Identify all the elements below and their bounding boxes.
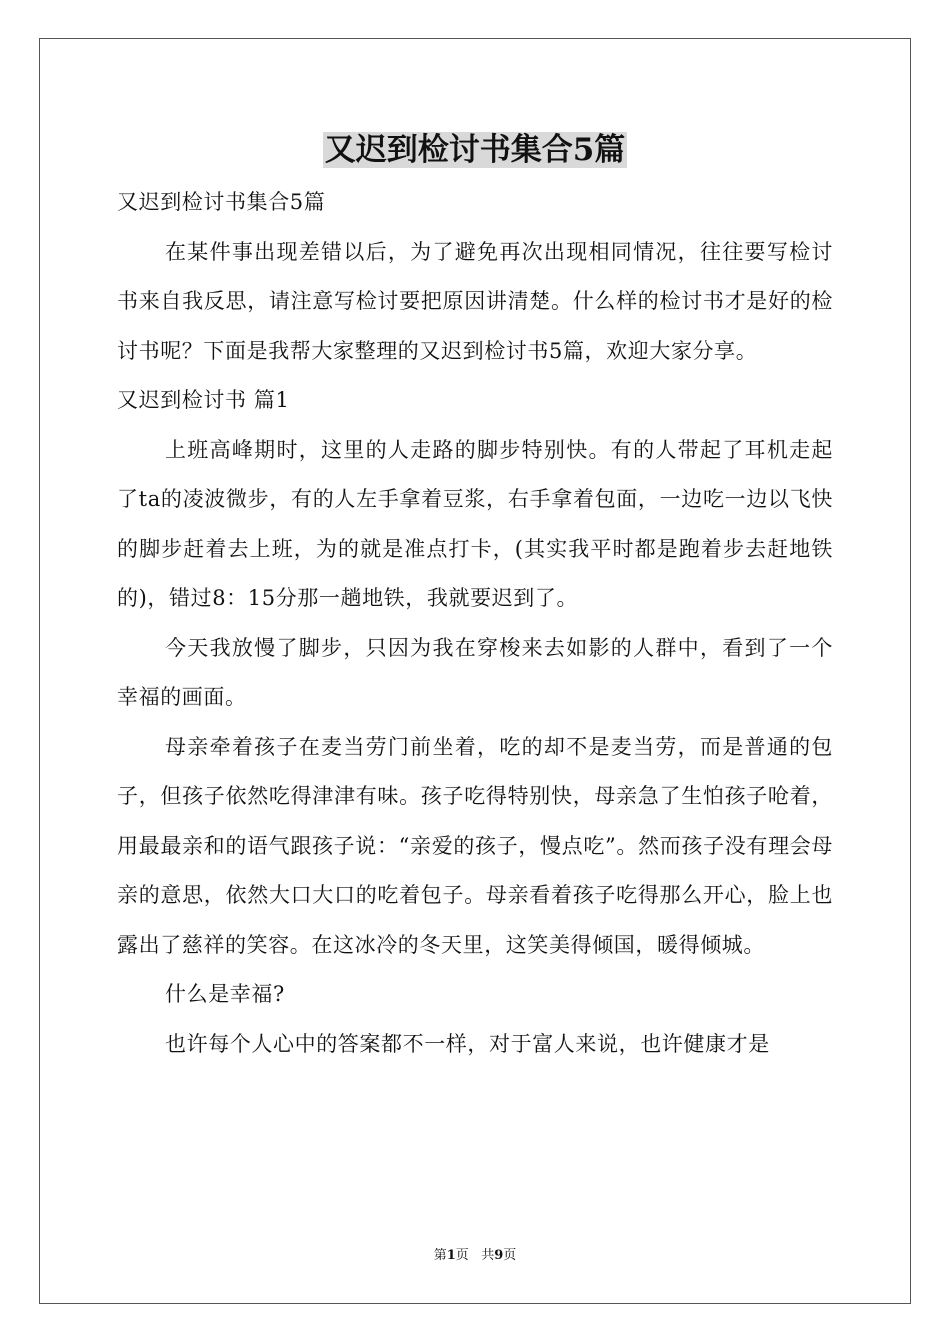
total-prefix: 共 [481, 1248, 495, 1263]
page-total: 9 [494, 1248, 504, 1263]
document-subtitle: 又迟到检讨书集合5篇 [117, 190, 326, 214]
body-paragraph: 今天我放慢了脚步，只因为我在穿梭来去如影的人群中，看到了一个幸福的画面。 [117, 635, 833, 709]
page-current: 1 [446, 1248, 456, 1263]
body-paragraph: 母亲牵着孩子在麦当劳门前坐着，吃的却不是麦当劳，而是普通的包子，但孩子依然吃得津津有味。孩子吃得特别快，母亲急了生怕孩子呛着，用最最亲和的语气跟孩子说：“亲爱的孩子，慢点吃”。然而孩子没有理会母亲的意思，依然大口大口的吃着包子。母亲看着孩子吃得那么开心，脸上也露出了慈祥的笑容。在这冰冷的冬天里，这笑美得倾国，暖得倾城。 [117, 734, 833, 957]
body-paragraph: 什么是幸福? [165, 982, 285, 1006]
section-heading: 又迟到检讨书 篇1 [117, 388, 290, 412]
total-unit: 页 [503, 1248, 517, 1263]
body-paragraph: 上班高峰期时，这里的人走路的脚步特别快。有的人带起了耳机走起了ta的凌波微步，有的人左手拿着豆浆，右手拿着包面，一边吃一边以飞快的脚步赶着去上班，为的就是准点打卡，(其实我平时都是跑着步去赶地铁的)，错过8：15分那一趟地铁，我就要迟到了。 [117, 437, 833, 610]
page-prefix: 第 [433, 1248, 447, 1263]
body-paragraph: 也许每个人心中的答案都不一样，对于富人来说，也许健康才是 [165, 1031, 770, 1056]
intro-paragraph: 在某件事出现差错以后，为了避免再次出现相同情况，往往要写检讨书来自我反思，请注意写检讨要把原因讲清楚。什么样的检讨书才是好的检讨书呢？下面是我帮大家整理的又迟到检讨书5篇，欢迎大家分享。 [117, 239, 833, 363]
page-footer [0, 1246, 950, 1266]
document-title [0, 128, 950, 172]
document-body [117, 178, 833, 1069]
page-unit: 页 [455, 1248, 469, 1263]
document-title-text: 又迟到检讨书集合5篇 [324, 132, 626, 168]
